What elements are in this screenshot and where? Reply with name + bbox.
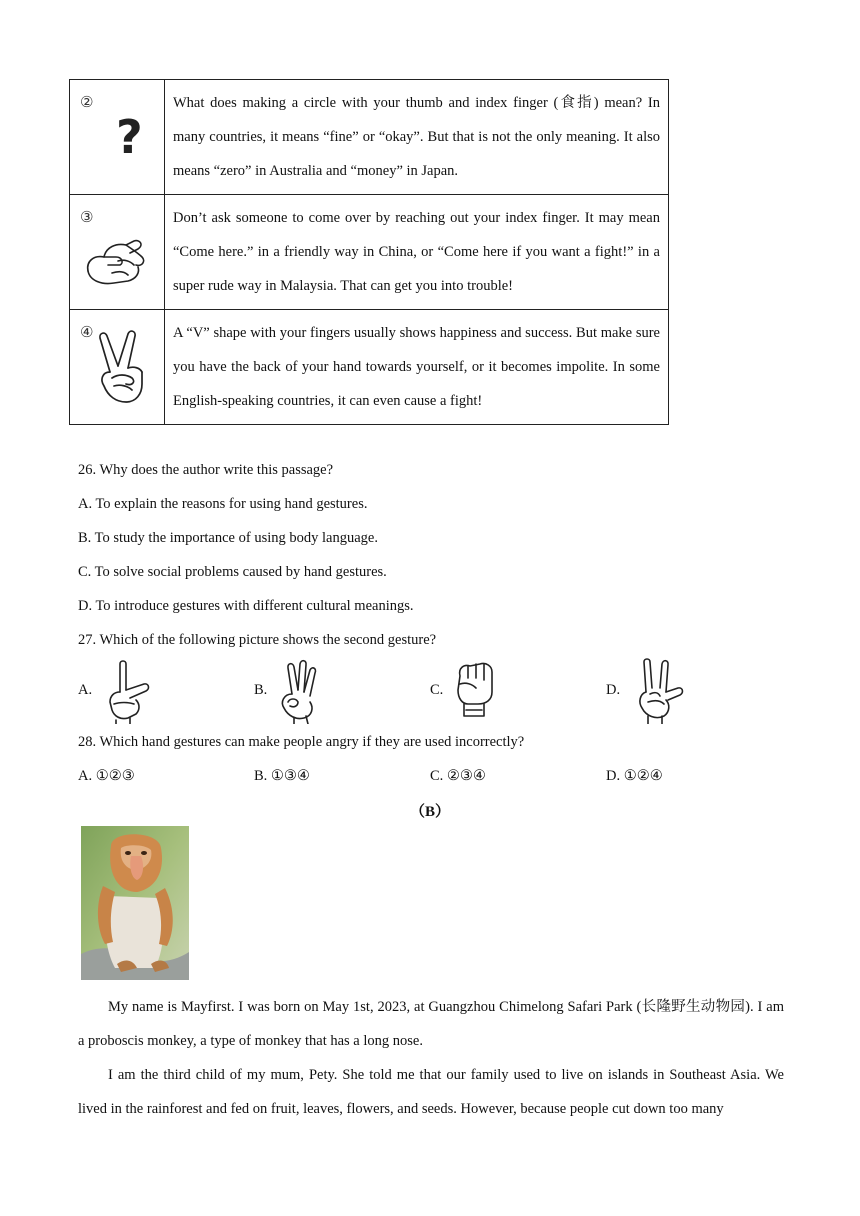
proboscis-monkey-photo: [81, 826, 189, 980]
question-mark-icon: ?: [116, 110, 143, 164]
section-title: （B）: [409, 804, 450, 820]
passage-paragraph: My name is Mayfirst. I was born on May 1st, 2023, at Guangzhou Chimelong Safari Park (长隆野生动物园). I am a proboscis monkey, a type of monkey that has a long nose.: [78, 999, 784, 1049]
icon-cell: [70, 310, 165, 425]
table-row: [70, 310, 669, 425]
q27-option-b-label[interactable]: B.: [254, 682, 268, 698]
gesture-table: [69, 79, 669, 425]
q28-option-b[interactable]: B. ①③④: [254, 768, 310, 784]
q27-option-a-label[interactable]: A.: [78, 682, 93, 698]
beckoning-finger-hand-icon: [82, 231, 150, 287]
row-text: What does making a circle with your thumb and index finger (食指) mean? In many countries, it means “fine” or “okay”. But that is not the only meaning. It also means “zero” in Australia and “money” in Japan.: [165, 80, 669, 195]
v-sign-hand-icon: [94, 328, 150, 406]
q26-option-b[interactable]: B. To study the importance of using body language.: [78, 530, 378, 546]
l-shape-hand-icon[interactable]: [100, 658, 152, 724]
row-number: ③: [80, 208, 94, 226]
row-number: ②: [80, 93, 94, 111]
q28-option-d[interactable]: D. ①②④: [606, 768, 663, 784]
row-text: Don’t ask someone to come over by reaching out your index finger. It may mean “Come here.” in a friendly way in China, or “Come here if you want a fight!” in a super rude way in Malaysia. That can get you into trouble!: [165, 195, 669, 310]
row-text: A “V” shape with your fingers usually shows happiness and success. But make sure you have the back of your hand towards yourself, or it becomes impolite. In some English-speaking countries, it can even cause a fight!: [165, 310, 669, 425]
fist-hand-icon[interactable]: [452, 658, 498, 720]
q28-option-a[interactable]: A. ①②③: [78, 768, 135, 784]
q26-option-d[interactable]: D. To introduce gestures with different cultural meanings.: [78, 598, 414, 614]
q26-option-c[interactable]: C. To solve social problems caused by hand gestures.: [78, 564, 387, 580]
icon-cell: [70, 195, 165, 310]
icon-cell: [70, 80, 165, 195]
rock-horns-hand-icon[interactable]: [630, 656, 686, 724]
question-27-stem: 27. Which of the following picture shows the second gesture?: [78, 632, 437, 648]
q28-option-c[interactable]: C. ②③④: [430, 768, 486, 784]
q27-option-c-label[interactable]: C.: [430, 682, 444, 698]
passage-paragraph: I am the third child of my mum, Pety. She told me that our family used to live on islands in Southeast Asia. We lived in the rainforest and fed on fruit, leaves, flowers, and seeds. However, because people cut down too many: [78, 1067, 784, 1117]
ok-circle-hand-icon[interactable]: [274, 658, 322, 724]
table-row: [70, 195, 669, 310]
q27-option-d-label[interactable]: D.: [606, 682, 621, 698]
table-row: [70, 80, 669, 195]
q26-option-a[interactable]: A. To explain the reasons for using hand gestures.: [78, 496, 368, 512]
question-26-stem: 26. Why does the author write this passage?: [78, 462, 334, 478]
question-28-stem: 28. Which hand gestures can make people angry if they are used incorrectly?: [78, 734, 525, 750]
row-number: ④: [80, 323, 94, 341]
